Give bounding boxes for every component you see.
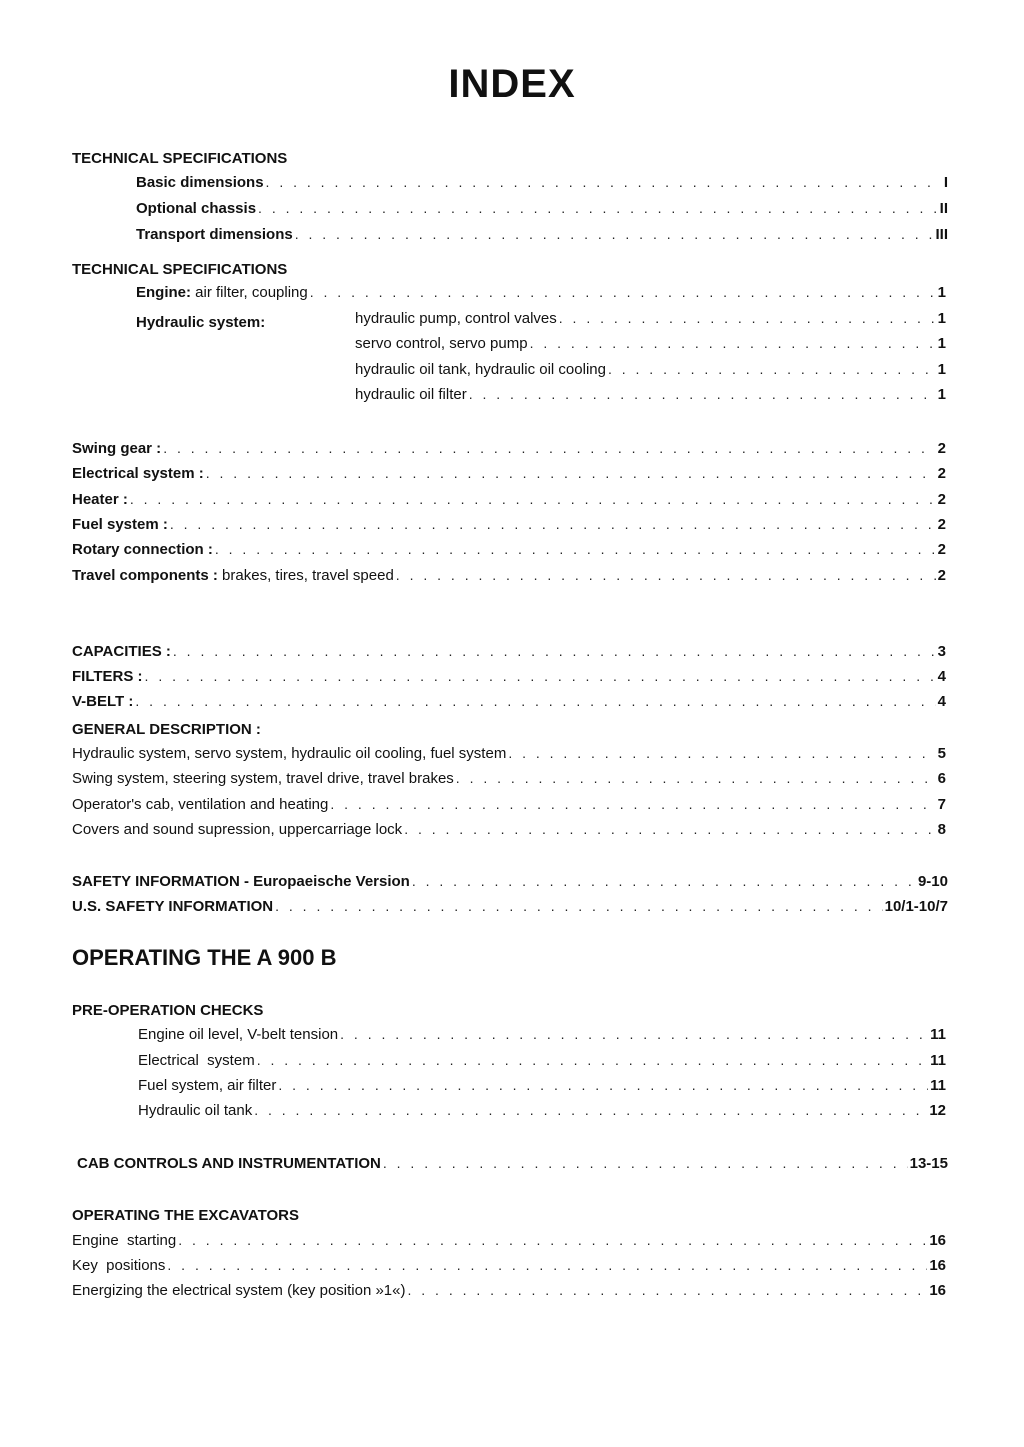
- toc-entry-page: 4: [937, 693, 946, 710]
- leader-dots: [412, 873, 916, 889]
- toc-entry-page: 2: [937, 541, 946, 558]
- toc-entry-page: 3: [937, 643, 946, 660]
- toc-entry-electrical-system[interactable]: [72, 465, 946, 487]
- toc-entry-page: 2: [937, 440, 946, 457]
- toc-entry-page: II: [939, 200, 948, 217]
- leader-dots: [530, 335, 936, 351]
- toc-entry-page: 1: [937, 386, 946, 403]
- toc-entry-cab-controls[interactable]: [77, 1155, 948, 1177]
- toc-entry-label: Hydraulic system, servo system, hydraulic oil cooling, fuel system: [72, 745, 507, 762]
- toc-entry-page: 5: [937, 745, 946, 762]
- toc-entry-label: Electrical system: [138, 1052, 255, 1069]
- toc-entry-filters[interactable]: [72, 668, 946, 690]
- toc-entry-capacities[interactable]: [72, 643, 946, 665]
- toc-entry-label: Transport dimensions: [136, 226, 293, 243]
- toc-entry-page: 1: [937, 335, 946, 352]
- leader-dots: [130, 491, 936, 507]
- toc-entry-page: 16: [929, 1232, 946, 1249]
- toc-entry-page: 2: [937, 491, 946, 508]
- toc-entry-label: Fuel system :: [72, 516, 168, 533]
- toc-entry-label: Optional chassis: [136, 200, 257, 217]
- toc-entry-page: 2: [937, 567, 946, 584]
- section-heading-general-description: GENERAL DESCRIPTION :: [72, 721, 261, 738]
- toc-entry-label: Rotary connection :: [72, 541, 213, 558]
- section-heading-operating-the-excavators: OPERATING THE EXCAVATORS: [72, 1207, 299, 1224]
- toc-entry-page: 10/1-10/7: [884, 898, 948, 915]
- leader-dots: [330, 796, 935, 812]
- leader-dots: [456, 770, 936, 786]
- toc-entry-page: 2: [937, 516, 946, 533]
- toc-entry-label: servo control, servo pump: [355, 335, 528, 352]
- toc-entry[interactable]: [72, 1257, 946, 1279]
- toc-entry-label: Swing system, steering system, travel drive, travel brakes: [72, 770, 454, 787]
- leader-dots: [254, 1102, 927, 1118]
- toc-entry-label: Hydraulic oil tank: [138, 1102, 253, 1119]
- leader-dots: [408, 1282, 928, 1298]
- section-heading-pre-operation-checks: PRE-OPERATION CHECKS: [72, 1002, 264, 1019]
- leader-dots: [608, 361, 936, 377]
- toc-entry-label: V-BELT :: [72, 693, 134, 710]
- toc-entry-label: CAPACITIES :: [72, 643, 171, 660]
- toc-entry-page: 4: [937, 668, 946, 685]
- leader-dots: [295, 226, 934, 242]
- leader-dots: [559, 310, 936, 326]
- leader-dots: [266, 174, 942, 190]
- toc-entry-swing-gear[interactable]: [72, 440, 946, 462]
- toc-entry-page: 6: [937, 770, 946, 787]
- toc-entry-label: hydraulic oil tank, hydraulic oil cooling: [355, 361, 606, 378]
- toc-entry-page: 1: [937, 310, 946, 327]
- leader-dots: [383, 1155, 908, 1171]
- toc-entry-page: 7: [937, 796, 946, 813]
- toc-entry-label: Energizing the electrical system (key position »1«): [72, 1282, 406, 1299]
- toc-entry-page: 8: [937, 821, 946, 838]
- toc-entry-page: I: [943, 174, 948, 191]
- toc-entry-page: 11: [930, 1077, 946, 1094]
- toc-entry-page: 1: [937, 284, 946, 301]
- toc-entry-page: 12: [929, 1102, 946, 1119]
- leader-dots: [257, 1052, 928, 1068]
- section-heading-technical-specifications-2: TECHNICAL SPECIFICATIONS: [72, 261, 288, 278]
- leader-dots: [206, 465, 936, 481]
- toc-entry-detail: brakes, tires, travel speed: [217, 567, 394, 584]
- toc-entry-page: 9-10: [917, 873, 948, 890]
- toc-entry[interactable]: [72, 745, 946, 767]
- toc-entry-engine[interactable]: [136, 284, 946, 306]
- toc-entry-label: Operator's cab, ventilation and heating: [72, 796, 329, 813]
- toc-entry-label: Heater :: [72, 491, 128, 508]
- leader-dots: [163, 440, 935, 456]
- toc-entry[interactable]: [138, 1052, 946, 1074]
- leader-dots: [258, 200, 938, 216]
- toc-entry[interactable]: [136, 226, 948, 248]
- toc-entry[interactable]: [138, 1026, 946, 1048]
- toc-entry-label: Engine:: [136, 284, 191, 301]
- toc-entry-fuel-system[interactable]: [72, 516, 946, 538]
- toc-entry-label: Covers and sound supression, uppercarriage lock: [72, 821, 403, 838]
- toc-entry-label: CAB CONTROLS AND INSTRUMENTATION: [77, 1155, 381, 1172]
- leader-dots: [469, 386, 936, 402]
- toc-entry-detail: air filter, coupling: [191, 284, 308, 301]
- leader-dots: [145, 668, 936, 684]
- toc-entry[interactable]: [72, 796, 946, 818]
- leader-dots: [135, 693, 935, 709]
- toc-entry-page: 16: [929, 1257, 946, 1274]
- toc-entry[interactable]: [355, 310, 946, 332]
- leader-dots: [404, 821, 935, 837]
- toc-entry-label: Swing gear :: [72, 440, 162, 457]
- toc-entry[interactable]: [138, 1102, 946, 1124]
- toc-entry-page: 11: [930, 1026, 946, 1043]
- toc-entry-label: hydraulic pump, control valves: [355, 310, 557, 327]
- toc-entry-travel-components[interactable]: [72, 567, 946, 589]
- toc-entry-page: 16: [929, 1282, 946, 1299]
- leader-dots: [275, 898, 882, 914]
- section-heading-technical-specifications-1: TECHNICAL SPECIFICATIONS: [72, 150, 288, 167]
- toc-entry[interactable]: [136, 174, 948, 196]
- toc-entry[interactable]: [72, 821, 946, 843]
- toc-entry-v-belt[interactable]: [72, 693, 946, 715]
- toc-entry-page: 2: [937, 465, 946, 482]
- toc-entry-label: Electrical system :: [72, 465, 204, 482]
- toc-entry[interactable]: [355, 361, 946, 383]
- toc-entry-label: Basic dimensions: [136, 174, 264, 191]
- toc-entry[interactable]: [72, 1232, 946, 1254]
- leader-dots: [278, 1077, 928, 1093]
- toc-entry-page: 11: [930, 1052, 946, 1069]
- toc-entry[interactable]: [72, 1282, 946, 1304]
- toc-entry[interactable]: [72, 770, 946, 792]
- leader-dots: [310, 284, 936, 300]
- toc-entry-safety-information[interactable]: [72, 873, 948, 895]
- toc-entry-label: Engine oil level, V-belt tension: [138, 1026, 339, 1043]
- toc-entry-label: hydraulic oil filter: [355, 386, 467, 403]
- toc-entry-us-safety-information[interactable]: [72, 898, 948, 920]
- toc-entry-label: FILTERS :: [72, 668, 143, 685]
- toc-entry[interactable]: [355, 386, 946, 408]
- toc-entry-rotary-connection[interactable]: [72, 541, 946, 563]
- toc-entry-label: U.S. SAFETY INFORMATION: [72, 898, 274, 915]
- leader-dots: [170, 516, 936, 532]
- toc-entry[interactable]: [355, 335, 946, 357]
- leader-dots: [167, 1257, 927, 1273]
- toc-entry-label: Key positions: [72, 1257, 166, 1274]
- toc-entry[interactable]: [136, 200, 948, 222]
- toc-entry-label: Engine starting: [72, 1232, 177, 1249]
- toc-entry-page: III: [935, 226, 948, 243]
- leader-dots: [178, 1232, 927, 1248]
- section-title-operating: OPERATING THE A 900 B: [72, 945, 337, 970]
- toc-entry-page: 13-15: [909, 1155, 948, 1172]
- toc-entry-label: Travel components :: [72, 567, 218, 584]
- hydraulic-system-label: Hydraulic system:: [136, 314, 266, 331]
- toc-entry-label: Fuel system, air filter: [138, 1077, 277, 1094]
- leader-dots: [173, 643, 936, 659]
- leader-dots: [396, 567, 936, 583]
- leader-dots: [340, 1026, 928, 1042]
- toc-entry-label: SAFETY INFORMATION - Europaeische Version: [72, 873, 410, 890]
- toc-entry-page: 1: [937, 361, 946, 378]
- page-title: INDEX: [448, 62, 576, 106]
- leader-dots: [215, 541, 936, 557]
- toc-entry-heater[interactable]: [72, 491, 946, 513]
- toc-entry[interactable]: [138, 1077, 946, 1099]
- leader-dots: [508, 745, 935, 761]
